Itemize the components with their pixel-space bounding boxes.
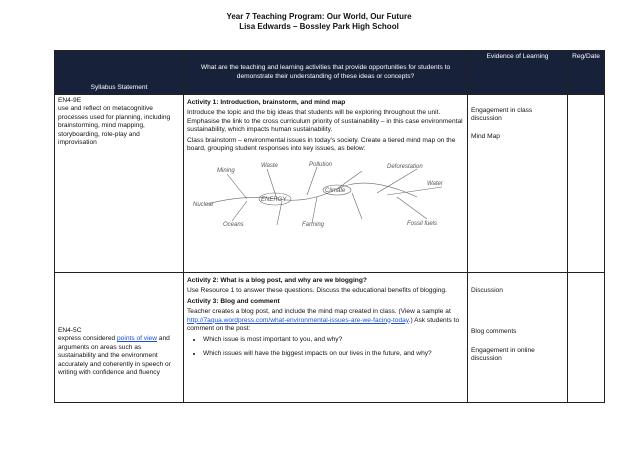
activity-3-title: Activity 3: Blog and comment: [187, 297, 280, 305]
activity-2-title: Activity 2: What is a blog post, and why are we blogging?: [187, 277, 367, 284]
evidence-item: Blog comments: [471, 328, 517, 336]
mindmap-word: Fossil fuels: [407, 221, 438, 228]
activities-cell: [184, 273, 468, 403]
syllabus-statement: [58, 335, 180, 377]
evidence-cell: [468, 95, 568, 273]
evidence-item: Engagement in online discussion: [471, 346, 535, 363]
table-row: [55, 273, 605, 403]
mind-map-sketch: [187, 159, 467, 229]
document-title: Year 7 Teaching Program: Our World, Our Future: [226, 12, 412, 21]
mindmap-word: ENERGY: [261, 197, 287, 204]
reg-date-cell: [568, 273, 605, 403]
list-item: • Which issues will have the biggest impacts on our lives in the future, and why?: [203, 350, 464, 358]
mindmap-word: Pollution: [309, 162, 333, 169]
mindmap-word: Deforestation: [387, 164, 423, 171]
evidence-cell: [468, 273, 568, 403]
question-list: [187, 336, 464, 358]
evidence-item: Mind Map: [471, 132, 500, 140]
list-item: • Which issue is most important to you, and why?: [203, 336, 464, 344]
mindmap-word: Farming: [302, 222, 325, 229]
mindmap-word: Nuclear: [193, 202, 214, 209]
table-header-row: [55, 51, 605, 95]
points-of-view-link[interactable]: points of view: [117, 335, 157, 343]
syllabus-code: EN4-5C: [58, 327, 82, 334]
activity-1-paragraph-2: Class brainstorm – environmental issues in today’s society. Create a tiered mind map on the board, grouping student responses into key issues, as below:: [187, 136, 456, 153]
syllabus-cell: [55, 273, 184, 403]
syllabus-cell: [55, 95, 184, 273]
activity-3-text: Teacher creates a blog post, and include the mind map created in class. (View a sample at: [187, 308, 451, 316]
syllabus-code: EN4-9E: [58, 97, 82, 104]
syllabus-statement: use and reflect on metacognitive processes used for planning, including brainstorming, mind mapping, storyboarding, role-play and improvisation: [58, 105, 171, 147]
evidence-item: Discussion: [471, 287, 503, 294]
header-activities: What are the teaching and learning activities that provide opportunities for students to demonstrate their understanding of these ideas or concepts?: [184, 51, 468, 95]
header-reg-date: Reg/Date: [568, 51, 605, 95]
statement-text: express considered: [58, 335, 118, 343]
evidence-item: Engagement in class discussion: [471, 107, 533, 123]
activity-3-paragraph: [187, 308, 464, 333]
mindmap-word: Oceans: [223, 222, 244, 229]
teaching-program-table: [54, 50, 605, 403]
mindmap-word: Water: [427, 181, 443, 188]
header-evidence: Evidence of Learning: [468, 51, 568, 95]
header-syllabus: Syllabus Statement: [55, 51, 184, 95]
statement-text: and arguments on areas such as sustainability and the environment accurately and coherently in speech or writing with confidence and fluency: [58, 335, 171, 377]
mindmap-word: Mining: [217, 168, 235, 175]
activity-3-text: .) Ask students to comment on the post:: [187, 316, 460, 333]
mindmap-word: Waste: [261, 163, 278, 170]
document-author: Lisa Edwards – Bossley Park High School: [239, 22, 399, 31]
table-row: [55, 95, 605, 273]
activity-2-paragraph: Use Resource 1 to answer these questions. Discuss the educational benefits of blogging.: [187, 287, 447, 295]
sample-blog-link[interactable]: http://7aqua.wordpress.com/what-environmental-issues-are-we-facing-today: [187, 316, 409, 324]
activity-1-title: Activity 1: Introduction, brainstorm, and mind map: [187, 99, 346, 106]
activity-1-paragraph: Introduce the topic and the big ideas that students will be exploring throughout the unit. Emphasise the link to the cross curriculum priority of sustainability – in this case environmental sustainability, which impacts human sustainability.: [187, 109, 463, 134]
activities-cell: [184, 95, 468, 273]
reg-date-cell: [568, 95, 605, 273]
mindmap-word: Climate: [325, 188, 346, 195]
